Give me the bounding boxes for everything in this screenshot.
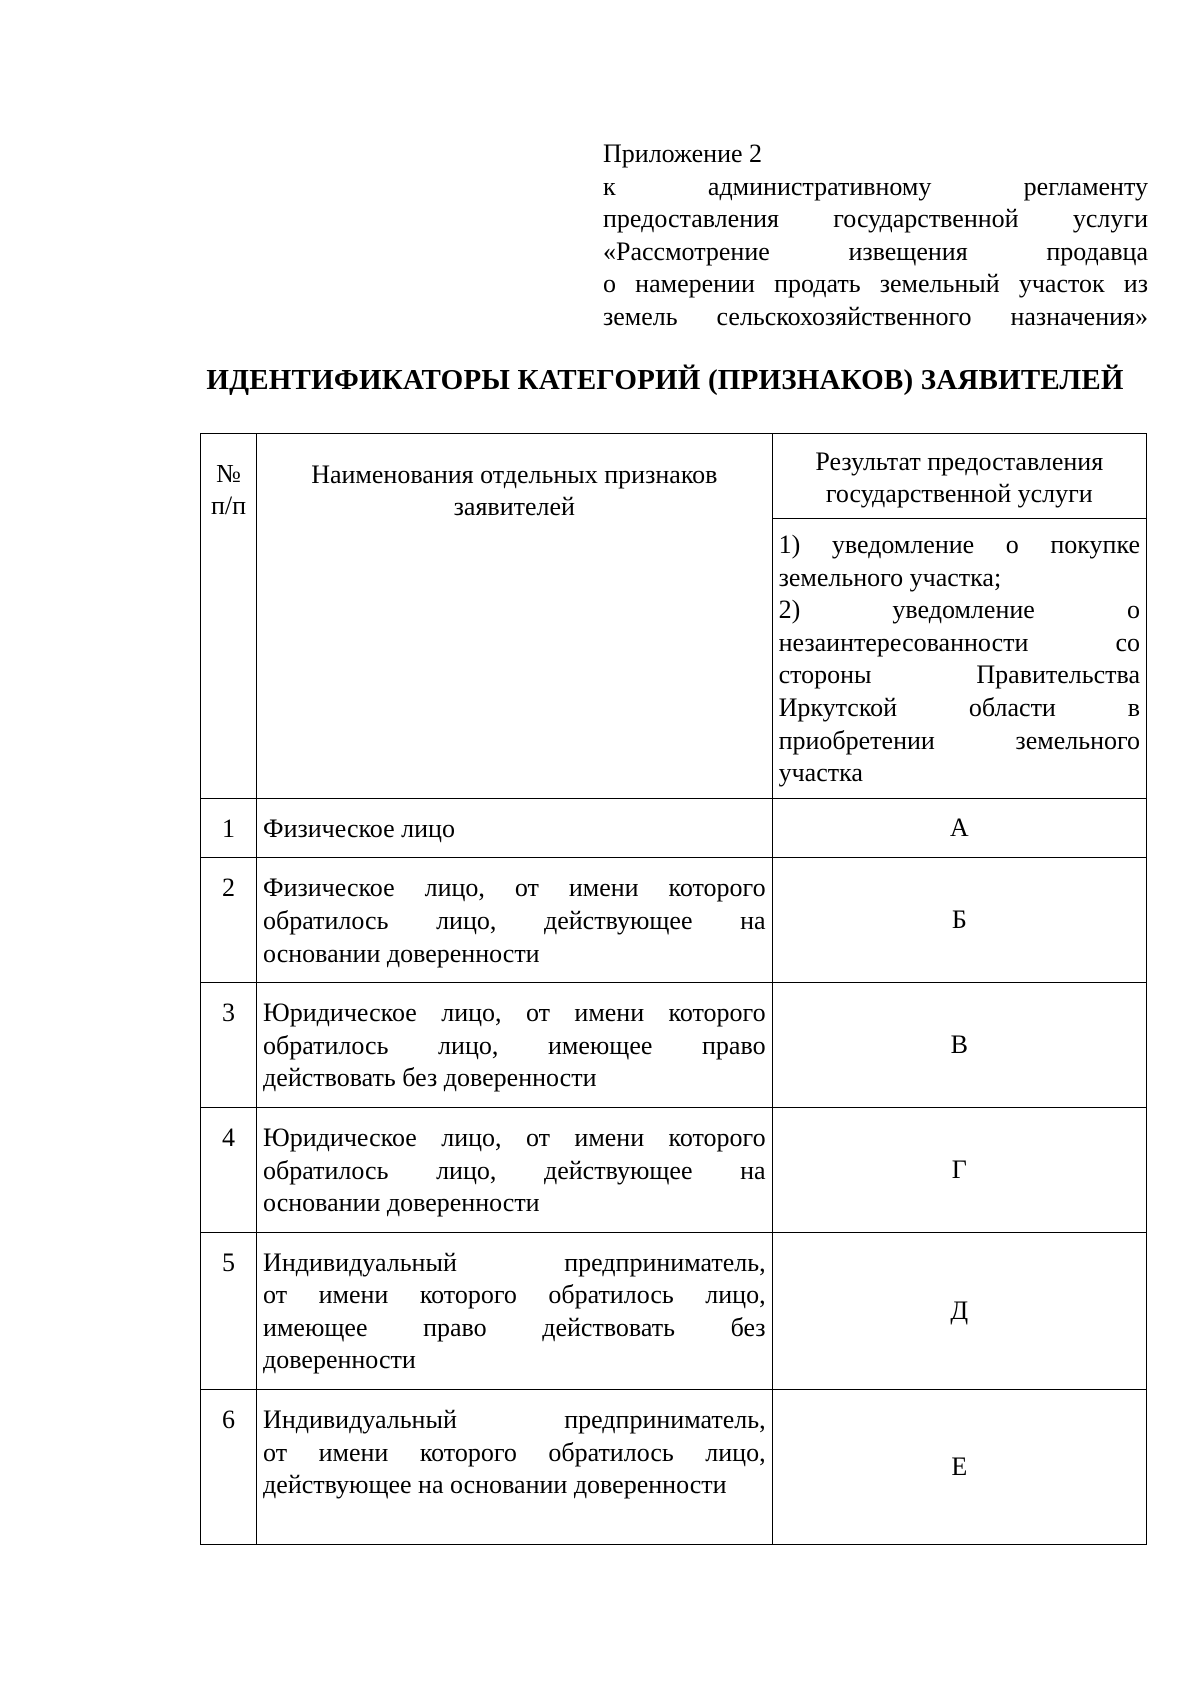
header-result-line: Результат предоставления (815, 447, 1104, 476)
row-applicant-line: Юридическое лицо, от имени которого (263, 1122, 766, 1152)
row-number: 3 (201, 983, 257, 1108)
header-result-line: государственной услуги (825, 479, 1093, 508)
row-applicant-line: основании доверенности (263, 938, 540, 968)
annex-line: «Рассмотрение извещения продавца (603, 236, 1148, 266)
header-number-symbol: № (216, 459, 241, 488)
row-applicant (257, 1107, 773, 1232)
identifiers-table (200, 433, 1147, 1545)
row-code: В (772, 983, 1146, 1108)
annex-line: Приложение 2 (603, 139, 763, 168)
result-line: приобретении земельного (778, 725, 1140, 755)
result-line: Иркутской области в (778, 692, 1140, 722)
table-row (201, 983, 1147, 1108)
result-line: стороны Правительства (778, 660, 1140, 690)
table-row (201, 1390, 1147, 1545)
row-code: Г (772, 1107, 1146, 1232)
result-description-cell (772, 519, 1146, 799)
table-row (201, 798, 1147, 858)
table-header-row (201, 434, 1147, 519)
row-applicant-line: доверенности (263, 1345, 416, 1375)
row-applicant-line: Юридическое лицо, от имени которого (263, 998, 766, 1028)
header-number-cell (201, 434, 257, 799)
row-applicant-line: от имени которого обратилось лицо, (263, 1437, 766, 1467)
table-row (201, 1232, 1147, 1389)
annex-line: предоставления государственной услуги (603, 204, 1148, 234)
row-applicant (257, 858, 773, 983)
row-number: 2 (201, 858, 257, 983)
row-applicant (257, 1232, 773, 1389)
result-line: 1) уведомление о покупке (778, 530, 1140, 559)
result-line: незаинтересованности со (778, 627, 1140, 657)
row-applicant-line: Индивидуальный предприниматель, (263, 1405, 766, 1435)
result-line: 2) уведомление о (778, 595, 1140, 625)
row-applicant-line: имеющее право действовать без (263, 1312, 766, 1342)
row-number: 5 (201, 1232, 257, 1389)
document-title: ИДЕНТИФИКАТОРЫ КАТЕГОРИЙ (ПРИЗНАКОВ) ЗАЯВИТЕЛЕЙ (206, 364, 1124, 396)
row-applicant (257, 1390, 773, 1545)
row-applicant-line: действовать без доверенности (263, 1063, 597, 1093)
row-number: 1 (201, 798, 257, 858)
row-applicant (257, 983, 773, 1108)
row-code: А (772, 798, 1146, 858)
header-result-cell (772, 434, 1146, 519)
row-number: 6 (201, 1390, 257, 1545)
row-applicant-line: от имени которого обратилось лицо, (263, 1280, 766, 1310)
row-applicant-line: Физическое лицо (263, 813, 455, 843)
result-line: земельного участка; (778, 562, 1002, 592)
row-code: Д (772, 1232, 1146, 1389)
row-code: Е (772, 1390, 1146, 1545)
row-applicant-line: обратилось лицо, имеющее право (263, 1030, 766, 1060)
result-line: участка (778, 758, 863, 788)
row-applicant-line: Индивидуальный предприниматель, (263, 1247, 766, 1277)
header-name-cell (257, 434, 773, 799)
header-number-abbrev: п/п (210, 491, 247, 520)
annex-line: о намерении продать земельный участок из (603, 269, 1148, 299)
table-row (201, 1107, 1147, 1232)
row-applicant (257, 798, 773, 858)
row-number: 4 (201, 1107, 257, 1232)
row-applicant-line: обратилось лицо, действующее на (263, 1155, 766, 1185)
row-applicant-line: действующее на основании доверенности (263, 1470, 727, 1500)
table-row (201, 858, 1147, 983)
header-name-line: Наименования отдельных признаков (311, 460, 718, 489)
annex-line: земель сельскохозяйственного назначения» (603, 301, 1148, 331)
header-name-line: заявителей (453, 492, 575, 521)
row-applicant-line: обратилось лицо, действующее на (263, 905, 766, 935)
row-applicant-line: Физическое лицо, от имени которого (263, 873, 766, 903)
row-applicant-line: основании доверенности (263, 1188, 540, 1218)
annex-reference (603, 138, 1148, 334)
row-code: Б (772, 858, 1146, 983)
annex-line: к административному регламенту (603, 171, 1148, 201)
